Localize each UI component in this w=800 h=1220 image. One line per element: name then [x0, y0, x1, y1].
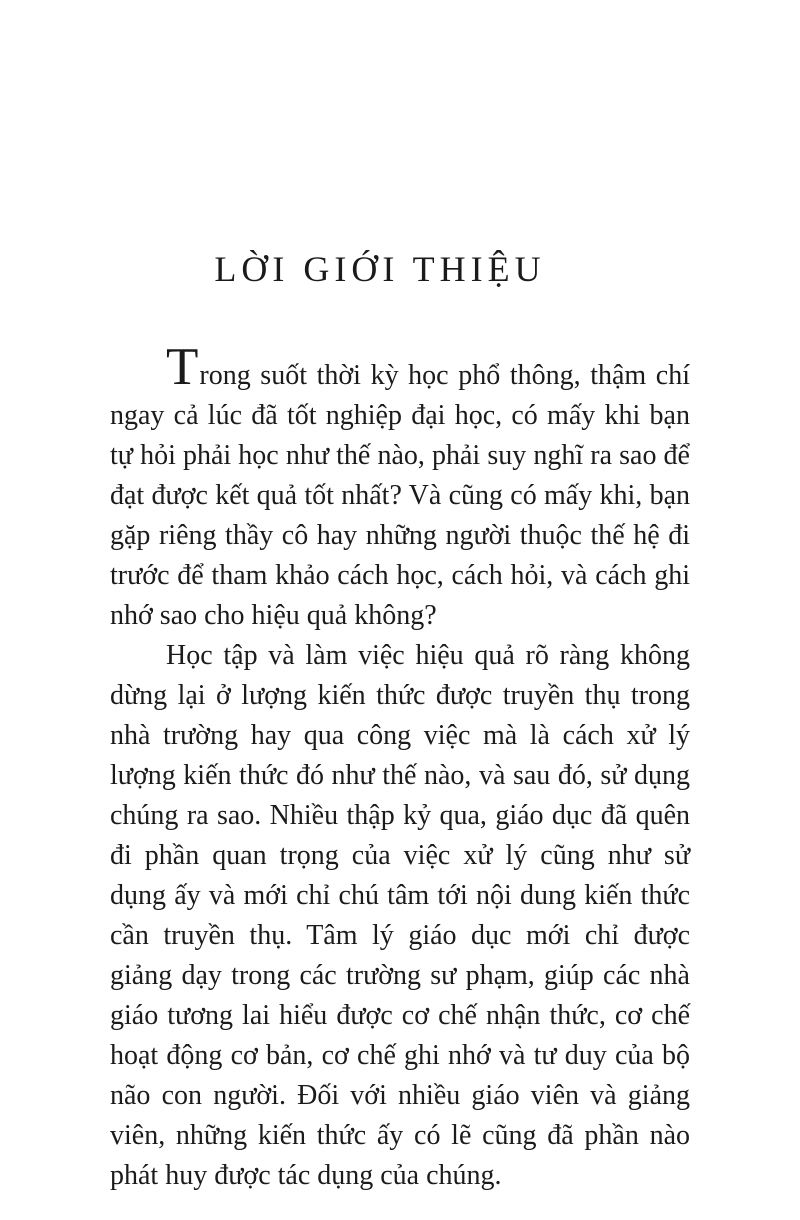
paragraph-1-text: rong suốt thời kỳ học phổ thông, thậm chí ngay cả lúc đã tốt nghiệp đại học, có mấy khi bạn tự hỏi phải học như thế nào, phải suy nghĩ ra sao để đạt được kết quả tốt nhất? Và cũng có mấy khi, bạn gặp riêng thầy cô hay những người thuộc thế hệ đi trước để tham khảo cách học, cách hỏi, và cách ghi nhớ sao cho hiệu quả không? — [110, 360, 690, 631]
paragraph-1 — [110, 338, 690, 636]
chapter-title: LỜI GIỚI THIỆU — [214, 249, 546, 289]
drop-cap-initial: T — [166, 338, 200, 396]
body-text — [110, 338, 690, 1196]
paragraph-2: Học tập và làm việc hiệu quả rõ ràng không dừng lại ở lượng kiến thức được truyền thụ trong nhà trường hay qua công việc mà là cách xử lý lượng kiến thức đó như thế nào, và sau đó, sử dụng chúng ra sao. Nhiều thập kỷ qua, giáo dục đã quên đi phần quan trọng của việc xử lý cũng như sử dụng ấy và mới chỉ chú tâm tới nội dung kiến thức cần truyền thụ. Tâm lý giáo dục mới chỉ được giảng dạy trong các trường sư phạm, giúp các nhà giáo tương lai hiểu được cơ chế nhận thức, cơ chế hoạt động cơ bản, cơ chế ghi nhớ và tư duy của bộ não con người. Đối với nhiều giáo viên và giảng viên, những kiến thức ấy có lẽ cũng đã phần nào phát huy được tác dụng của chúng. — [110, 640, 690, 1191]
